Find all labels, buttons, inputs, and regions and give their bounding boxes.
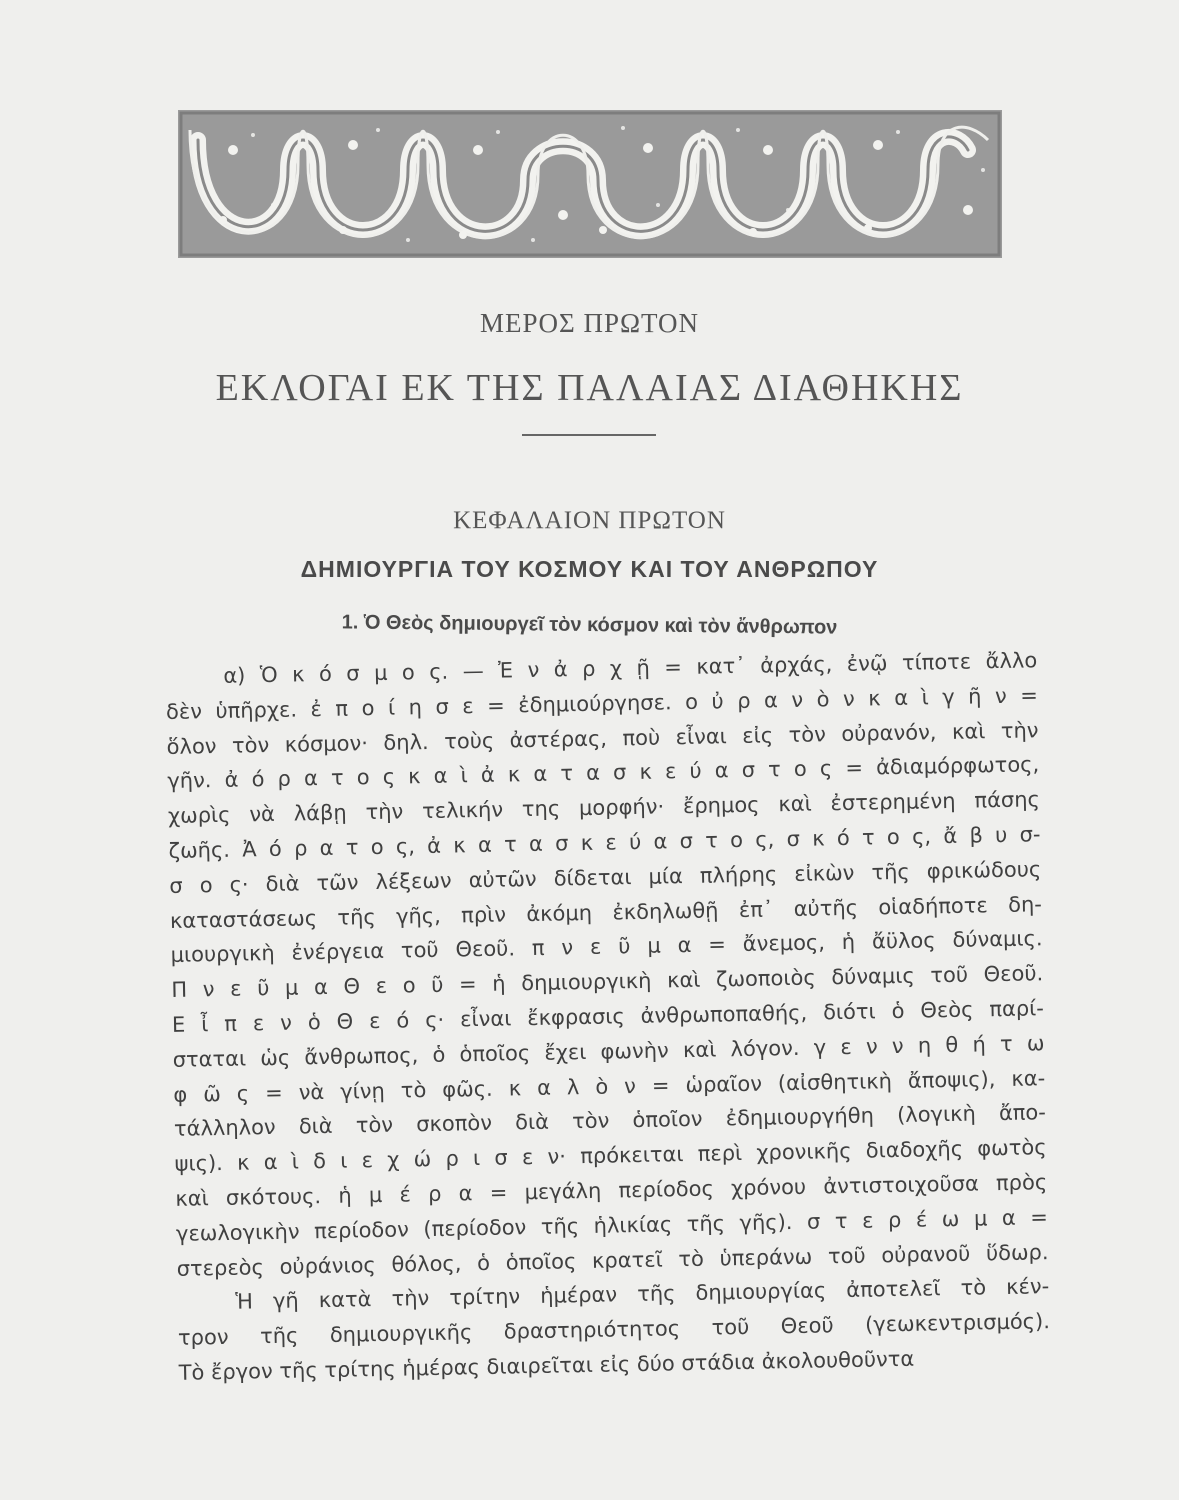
text-line: Τὸ ἔργον τῆς τρίτης ἡμέρας διαιρεῖται εἰς δύο στάδια ἀκολουθοῦντα	[178, 1346, 915, 1385]
text-line: σταται ὡς ἄνθρωπος, ὁ ὁποῖος ἔχει φωνὴν καὶ λόγον. γ ε ν ν η θ ή τ ω	[172, 1030, 1045, 1072]
text-line: Ε ἶ π ε ν ὁ Θ ε ό ς· εἶναι ἔκφρασις ἀνθρωποπαθής, διότι ὁ Θεὸς παρί-	[171, 996, 1045, 1037]
text-line: Π ν ε ῦ μ α Θ ε ο ῦ = ἡ δημιουργικὴ καὶ ζωοποιὸς δύναμις τοῦ Θεοῦ.	[171, 961, 1044, 1003]
text-line: φ ῶ ς = νὰ γίνῃ τὸ φῶς. κ α λ ὸ ν = ὡραῖον (αἰσθητικὴ ἄποψις), κα-	[173, 1065, 1046, 1107]
title-divider	[522, 434, 656, 436]
ornamental-banner	[178, 110, 1002, 258]
text-line: ὅλον τὸν κόσμον· δηλ. τοὺς ἀστέρας, ποὺ εἶναι εἰς τὸν οὐρανόν, καὶ τὴν	[166, 717, 1039, 759]
wave-ornament-icon	[178, 110, 1002, 258]
main-title: ΕΚΛΟΓΑΙ ΕΚ ΤΗΣ ΠΑΛΑΙΑΣ ΔΙΑΘΗΚΗΣ	[215, 367, 964, 409]
chapter-title: ΚΕΦΑΛΑΙΟΝ ΠΡΩΤΟΝ	[453, 507, 726, 534]
section-heading: 1. Ὁ Θεὸς δημιουργεῖ τὸν κόσμον καὶ τὸν ἄνθρωπον	[341, 611, 838, 639]
part-title: ΜΕΡΟΣ ΠΡΩΤΟΝ	[479, 308, 700, 338]
body-text	[165, 643, 1051, 1390]
text-line: δὲν ὑπῆρχε. ἐ π ο ί η σ ε = ἐδημιούργησε. ο ὐ ρ α ν ὸ ν κ α ὶ γ ῆ ν =	[165, 683, 1039, 724]
text-line: καταστάσεως τῆς γῆς, πρὶν ἀκόμη ἐκδηλωθῇ ἐπ᾽ αὐτῆς οἱαδήποτε δη-	[169, 891, 1043, 933]
text-line: τρον τῆς δημιουργικῆς δραστηριότητος τοῦ Θεοῦ (γεωκεντρισμός).	[177, 1309, 1051, 1351]
text-line: σ ο ς· διὰ τῶν λέξεων αὐτῶν δίδεται μία πλήρης εἰκὼν τῆς φρικώδους	[169, 857, 1042, 898]
text-line: μιουργικὴ ἐνέργεια τοῦ Θεοῦ. π ν ε ῦ μ α = ἄνεμος, ἡ ἄϋλος δύναμις.	[170, 926, 1043, 968]
chapter-subtitle: ΔΗΜΙΟΥΡΓΙΑ ΤΟΥ ΚΟΣΜΟΥ ΚΑΙ ΤΟΥ ΑΝΘΡΩΠΟΥ	[300, 556, 879, 582]
text-line: α) Ὁ κ ό σ μ ο ς. — Ἐ ν ἀ ρ χ ῇ = κατ᾽ ἀρχάς, ἐνῷ τίποτε ἄλλο	[223, 648, 1038, 688]
text-line: καὶ σκότους. ἡ μ έ ρ α = μεγάλη περίοδος χρόνου ἀντιστοιχοῦσα πρὸς	[175, 1170, 1048, 1211]
text-line: Ἡ γῆ κατὰ τὴν τρίτην ἡμέραν τῆς δημιουργίας ἀποτελεῖ τὸ κέν-	[235, 1274, 1050, 1315]
text-line: τάλληλον διὰ τὸν σκοπὸν διὰ τὸν ὁποῖον ἐδημιουργήθη (λογικὴ ἄπο-	[173, 1100, 1047, 1142]
text-line: γεωλογικὴν περίοδον (περίοδον τῆς ἡλικίας τῆς γῆς). σ τ ε ρ έ ω μ α =	[175, 1204, 1049, 1246]
text-line: ζωῆς. Ἀ ό ρ α τ ο ς, ἀ κ α τ α σ κ ε ύ α σ τ ο ς, σ κ ό τ ο ς, ἄ β υ σ-	[168, 822, 1041, 863]
text-line: στερεὸς οὐράνιος θόλος, ὁ ὁποῖος κρατεῖ τὸ ὑπεράνω τοῦ οὐρανοῦ ὕδωρ.	[176, 1239, 1049, 1281]
text-line: ψις). κ α ὶ δ ι ε χ ώ ρ ι σ ε ν· πρόκειται περὶ χρονικῆς διαδοχῆς φωτὸς	[174, 1135, 1047, 1177]
text-line: χωρὶς νὰ λάβῃ τὴν τελικήν της μορφήν· ἔρημος καὶ ἐστερημένη πάσης	[167, 787, 1041, 829]
text-line: γῆν. ἀ ό ρ α τ ο ς κ α ὶ ἀ κ α τ α σ κ ε ύ α σ τ ο ς = ἀδιαμόρφωτος,	[167, 752, 1040, 794]
